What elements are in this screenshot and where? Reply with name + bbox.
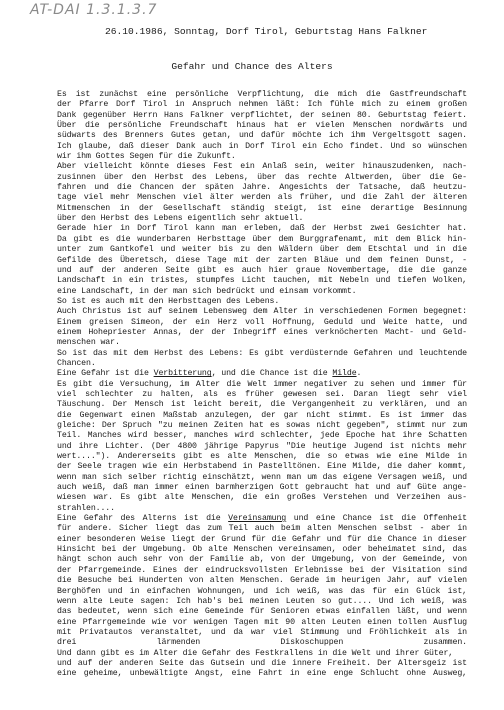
text-line: Eine Gefahr des Alterns ist die Vereinsamung und eine Chance ist die Offenheit [57, 514, 467, 524]
text-line: Berghöfen und in einfachen Wohnungen, und ich weiß, was das für ein Glück ist, [57, 586, 467, 596]
handwritten-archive-reference: AT-DAI 1.3.1.3.7 [30, 2, 158, 18]
text-line: fahren und die Chancen der späten Jahre. Angesichts der Tatsache, daß heutzu- [57, 183, 467, 193]
text-line: Täuschung. Der Mensch ist leicht bereit, die Vergangenheit zu verklären, und an [57, 400, 467, 410]
text-line: über den Herbst des Lebens eigentlich sehr aktuell. [57, 214, 304, 224]
text-line: Teil. Manches wird besser, manches wird schlechter, jede Epoche hat ihre Schatten [57, 431, 467, 441]
text-line: Chancen. [57, 358, 96, 368]
text-line: für andere. Sicher liegt das zum Teil auch beim alten Menschen selbst - aber in [57, 524, 467, 534]
text-line: viel schlechter zu halten, als es früher gewesen sei. Daran liegt sehr viel [57, 389, 467, 399]
text-line: auch weiß, daß man immer einen barmherzigen Gott gebraucht hat und auf Güte ange- [57, 483, 467, 493]
text-line: wert...."). Andererseits gibt es alte Menschen, die so etwas wie eine Milde in [57, 452, 467, 462]
text-line: zusinnen über den Herbst des Lebens, über das rechte Altwerden, über die Ge- [57, 172, 467, 182]
text-line: die Gegenwart einen Maßstab anzulegen, der gar nicht stimmt. Es ist immer das [57, 410, 467, 420]
text-line: Dank gegenüber Herrn Hans Falkner verpflichtet, der seinen 80. Geburtstag feiert. [57, 110, 467, 120]
text-line: So ist es auch mit den Herbsttagen des Lebens. [57, 296, 280, 306]
text-line: wenn alte Leute sagen: Ich hab's bei meinen Leuten so gut.... Und ich weiß, was [57, 596, 467, 606]
text-line: die Besuche bei Hunderten von alten Menschen. Gerade im heurigen Jahr, auf vielen [57, 576, 467, 586]
text-line: Und dann gibt es im Alter die Gefahr des Festkrallens in die Welt und ihrer Güter, [57, 648, 454, 658]
text-line: einer besonderen Weise liegt der Grund für die Gefahr und für die Chance in dieser [57, 534, 467, 544]
text-line: und ihre Lichter. (Der 4800 jährige Papyrus "Die heutige Jugend ist nichts mehr [57, 441, 467, 451]
text-line: Ich glaube, daß dieser Dank auch in Dorf Tirol ein Echo findet. Und so wünschen [57, 141, 467, 151]
underlined-phrase: Verbitterung [153, 369, 212, 379]
text-line: der Pfarre Dorf Tirol in Anspruch nehmen läßt: Ich fühle mich zu einem großen [57, 100, 467, 110]
text-line: strahlen.... [57, 503, 115, 513]
text-line: wenn man sich selber richtig einschätzt, wenn man um das eigene Versagen weiß, und [57, 472, 467, 482]
text-line: und auf der anderen Seite das Gutsein und die innere Freiheit. Der Altersgeiz ist [57, 658, 467, 668]
text-line: Da gibt es die wunderbaren Herbsttage über dem Burggrafenamt, mit dem Blick hin- [57, 234, 467, 244]
text-line: eine Landschaft, in der man sich bedrückt und einsam vorkommt. [57, 286, 357, 296]
text-line: Es ist zunächst eine persönliche Verpflichtung, die mich die Gastfreundschaft [57, 90, 467, 99]
text-line: einem Hohepriester Annas, der der Inbegriff eines verknöcherten Macht- und Geld- [57, 327, 467, 337]
text-line: Aber vielleicht könnte dieses Fest ein Anlaß sein, weiter hinauszudenken, nach- [57, 162, 467, 172]
text-line: und auf der anderen Seite gibt es auch hier graue Novembertage, die die ganze [57, 265, 467, 275]
text-line: Einem greisen Simeon, der ein Herz voll Hoffnung, Geduld und Weite hatte, und [57, 317, 467, 327]
text-line: hängt schon auch sehr von der Familie ab, von der Umgebung, von der Gemeinde, von [57, 555, 467, 565]
document-body [57, 90, 467, 680]
text-line: wiesen war. Es gibt alte Menschen, die ein großes Verstehen und Verzeihen aus- [57, 493, 467, 503]
text-line: gleiche: Der Spruch "zu meinen Zeiten hat es sowas nicht gegeben", stimmt nur zum [57, 421, 467, 430]
text-line: Über die persönliche Freundschaft hinaus hat er vielen Menschen nordwärts und [57, 121, 467, 131]
document-title: Gefahr und Chance des Alters [171, 61, 333, 72]
text-line: der Seele tragen wie ein Herbstabend in Pastelltönen. Eine Milde, die daher kommt, [57, 462, 467, 472]
text-line: Gerade hier in Dorf Tirol kann man erleben, daß der Herbst zwei Gesichter hat. [57, 224, 467, 234]
text-line: das bedeutet, wenn sich eine Gemeinde für Senioren etwas einfallen läßt, und wenn [57, 607, 467, 617]
text-line: So ist das mit dem Herbst des Lebens: Es gibt verdüsternde Gefahren und leuchtende [57, 348, 467, 358]
text-line: Landschaft in ein tristes, stumpfes Licht tauchen, mit Nebeln und tiefen Wolken, [57, 276, 467, 286]
text-line: wir ihm Gottes Segen für die Zukunft. [57, 152, 236, 162]
text-line: Gefilde des Überetsch, diese Tage mit der zarten Bläue und dem feinen Dunst, - [57, 255, 467, 265]
text-line: tage viel mehr Menschen viel älter werden als früher, und die Zahl der älteren [57, 193, 467, 203]
text-line: Auch Christus ist auf seinem Lebensweg dem Alter in verschiedenen Formen begegnet: [57, 307, 467, 317]
date-line: 26.10.1986, Sonntag, Dorf Tirol, Geburtstag Hans Falkner [105, 26, 428, 37]
text-line: unter zum Gantkofel und weiter bis zu den Wäldern über dem Etschtal und in die [57, 245, 467, 255]
text-line: Mitmenschen in der Gesellschaft ständig steigt, ist eine derartige Besinnung [57, 203, 467, 213]
underlined-phrase: Vereinsamung [228, 514, 287, 524]
text-line: südwarts des Brenners Gutes getan, und dafür möchte ich ihm Vergeltsgott sagen. [57, 131, 467, 141]
text-line: Hinsicht bei der Umgebung. Ob alte Menschen vereinsamen, oder beheimatet sind, das [57, 545, 467, 555]
text-line: Eine Gefahr ist die Verbitterung, und die Chance ist die Milde. [57, 369, 362, 379]
underlined-phrase: Milde [332, 369, 357, 379]
text-line: der Pfarrgemeinde. Eines der eindrucksvollsten Erlebnisse bei der Visitation sind [57, 565, 467, 575]
text-line: eine geheime, unbewältigte Angst, eine Fahrt in eine enge Schlucht ohne Ausweg, [57, 669, 467, 679]
text-line: eine Pfarrgemeinde wie vor wenigen Tagen mit 90 alten Leuten einen tollen Ausflug [57, 617, 467, 627]
text-line: Es gibt die Versuchung, im Alter die Welt immer negativer zu sehen und immer für [57, 379, 467, 389]
text-line: menschen war. [57, 338, 120, 348]
text-line: mit Privatautos veranstaltet, und da war viel Stimmung und Fröhlichkeit als in [57, 627, 467, 637]
text-line: drei lärmenden Diskoschuppen zusammen. [57, 638, 467, 648]
